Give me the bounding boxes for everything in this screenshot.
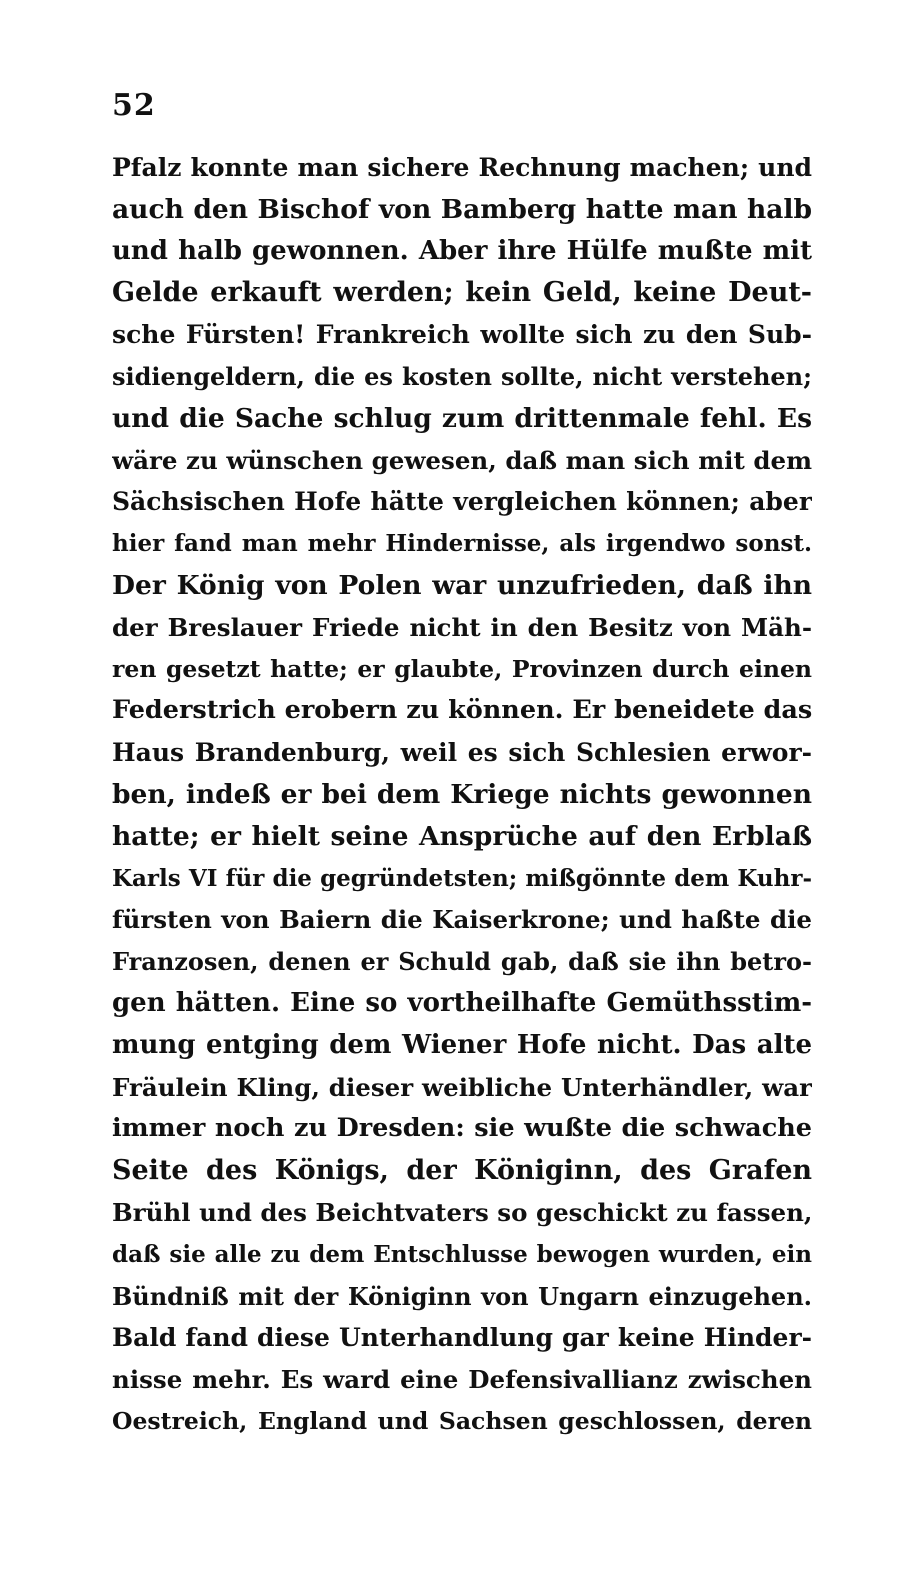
text-line: wäre zu wünschen gewesen, daß man sich mit dem bbox=[112, 445, 812, 475]
text-line: Seite des Königs, der Königinn, des Grafen bbox=[112, 1155, 812, 1187]
text-line: auch den Bischof von Bamberg hatte man halb bbox=[112, 193, 812, 225]
text-line: Oestreich, England und Sachsen geschlossen, deren bbox=[112, 1406, 812, 1435]
text-line: Gelde erkauft werden; kein Geld, keine Deut- bbox=[112, 277, 812, 309]
text-line: gen hätten. Eine so vortheilhafte Gemüthsstim- bbox=[112, 987, 812, 1018]
text-line: sche Fürsten! Frankreich wollte sich zu den Sub- bbox=[112, 320, 812, 350]
text-line: hier fand man mehr Hindernisse, als irgendwo sonst. bbox=[112, 530, 812, 558]
text-line: Bündniß mit der Königinn von Ungarn einzugehen. bbox=[112, 1281, 812, 1311]
text-line: Federstrich erobern zu können. Er beneidete das bbox=[112, 695, 812, 726]
text-line: Pfalz konnte man sichere Rechnung machen; und bbox=[112, 153, 812, 182]
text-line: mung entging dem Wiener Hofe nicht. Das alte bbox=[112, 1029, 812, 1060]
text-line: Brühl und des Beichtvaters so geschickt zu fassen, bbox=[112, 1197, 812, 1227]
text-line: sidiengeldern, die es kosten sollte, nicht verstehen; bbox=[112, 361, 812, 391]
text-line: fürsten von Baiern die Kaiserkrone; und haßte die bbox=[112, 905, 812, 935]
text-line: Karls VI für die gegründetsten; mißgönnte dem Kuhr- bbox=[112, 864, 812, 892]
text-line: Sächsischen Hofe hätte vergleichen können; aber bbox=[112, 487, 812, 517]
text-line: Fräulein Kling, dieser weibliche Unterhändler, war bbox=[112, 1072, 812, 1102]
text-line: und halb gewonnen. Aber ihre Hülfe mußte mit bbox=[112, 235, 812, 266]
text-line: ben, indeß er bei dem Kriege nichts gewonnen bbox=[112, 778, 812, 810]
text-line: daß sie alle zu dem Entschlusse bewogen wurden, ein bbox=[112, 1240, 812, 1268]
text-line: hatte; er hielt seine Ansprüche auf den Erblaß bbox=[112, 820, 812, 852]
text-line: immer noch zu Dresden: sie wußte die schwache bbox=[112, 1113, 812, 1144]
body-text bbox=[112, 147, 812, 1443]
text-line: Franzosen, denen er Schuld gab, daß sie ihn betro- bbox=[112, 947, 812, 977]
text-line: der Breslauer Friede nicht in den Besitz von Mäh- bbox=[112, 612, 812, 642]
text-line: und die Sache schlug zum drittenmale fehl. Es bbox=[112, 402, 812, 434]
text-line: Der König von Polen war unzufrieden, daß ihn bbox=[112, 569, 812, 601]
text-line: Bald fand diese Unterhandlung gar keine Hinder- bbox=[112, 1323, 812, 1353]
text-line: Haus Brandenburg, weil es sich Schlesien erwor- bbox=[112, 738, 812, 768]
text-line: nisse mehr. Es ward eine Defensivallianz zwischen bbox=[112, 1365, 812, 1395]
text-line: ren gesetzt hatte; er glaubte, Provinzen durch einen bbox=[112, 654, 812, 683]
page-number: 52 bbox=[112, 88, 156, 123]
